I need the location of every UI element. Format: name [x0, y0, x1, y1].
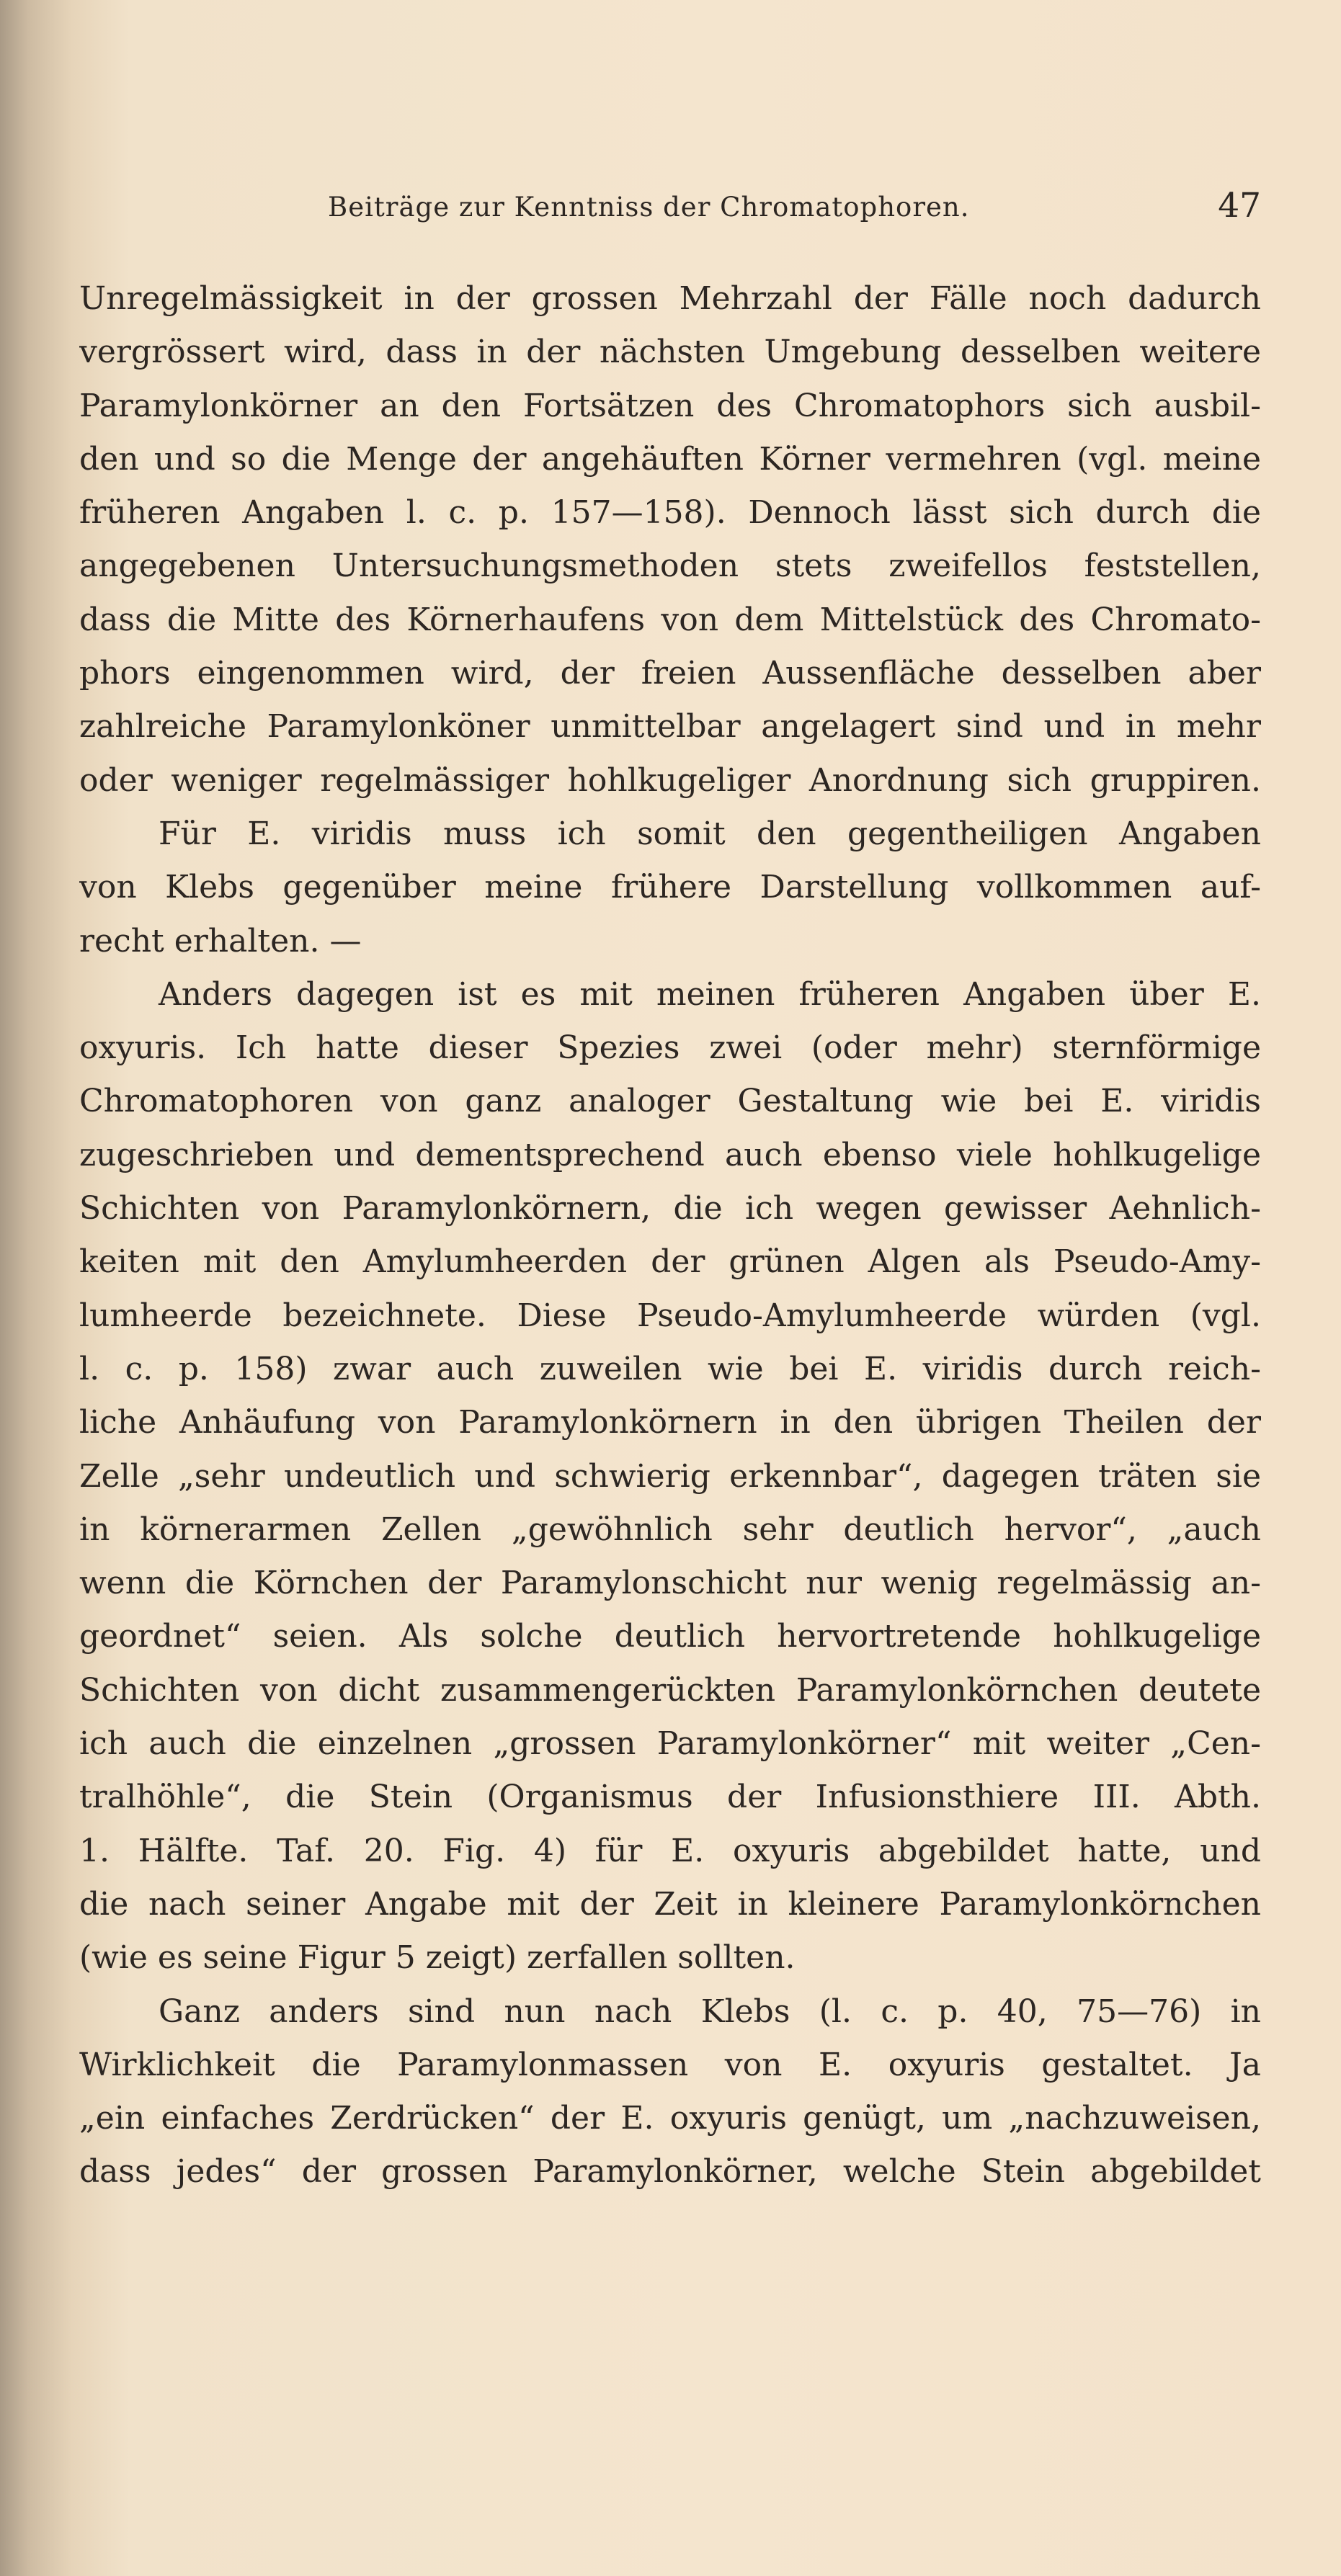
text-line: geordnet“ seien. Als solche deutlich hervortretende hohlkugelige — [79, 1618, 1261, 1655]
text-line: dass die Mitte des Körnerhaufens von dem Mittelstück des Chromato- — [79, 601, 1261, 638]
text-line: Chromatophoren von ganz analoger Gestaltung wie bei E. viridis — [79, 1083, 1261, 1120]
page-header — [79, 186, 1261, 229]
text-line: zugeschrieben und dementsprechend auch ebenso viele hohlkugelige — [79, 1136, 1261, 1173]
text-line: (wie es seine Figur 5 zeigt) zerfallen sollten. — [79, 1939, 796, 1977]
page-number: 47 — [1218, 186, 1261, 225]
text-line: phors eingenommen wird, der freien Aussenfläche desselben aber — [79, 655, 1261, 692]
text-line: in körnerarmen Zellen „gewöhnlich sehr deutlich hervor“, „auch — [79, 1511, 1261, 1548]
text-line: zahlreiche Paramylonköner unmittelbar angelagert sind und in mehr — [79, 708, 1261, 746]
text-line: 1. Hälfte. Taf. 20. Fig. 4) für E. oxyuris abgebildet hatte, und — [79, 1832, 1261, 1869]
text-line: angegebenen Untersuchungsmethoden stets zweifellos feststellen, — [79, 547, 1261, 585]
text-line: Unregelmässigkeit in der grossen Mehrzahl der Fälle noch dadurch — [79, 280, 1261, 317]
text-line: liche Anhäufung von Paramylonkörnern in den übrigen Theilen der — [79, 1404, 1261, 1441]
text-line: Paramylonkörner an den Fortsätzen des Chromatophors sich ausbil- — [79, 387, 1261, 424]
text-line: ich auch die einzelnen „grossen Paramylonkörner“ mit weiter „Cen- — [79, 1725, 1261, 1763]
text-line: lumheerde bezeichnete. Diese Pseudo-Amylumheerde würden (vgl. — [79, 1297, 1261, 1334]
text-line: vergrössert wird, dass in der nächsten Umgebung desselben weitere — [79, 334, 1261, 371]
text-line: von Klebs gegenüber meine frühere Darstellung vollkommen auf- — [79, 869, 1261, 906]
text-line: recht erhalten. — — [79, 922, 362, 960]
body-text — [79, 272, 1261, 2199]
text-line: die nach seiner Angabe mit der Zeit in kleinere Paramylonkörnchen — [79, 1885, 1261, 1923]
text-line: früheren Angaben l. c. p. 157—158). Dennoch lässt sich durch die — [79, 494, 1261, 532]
text-line: wenn die Körnchen der Paramylonschicht nur wenig regelmässig an- — [79, 1565, 1261, 1602]
text-line: dass jedes“ der grossen Paramylonkörner, welche Stein abgebildet — [79, 2153, 1261, 2191]
text-line: Anders dagegen ist es mit meinen früheren Angaben über E. — [159, 975, 1261, 1013]
running-title: Beiträge zur Kenntniss der Chromatophoren. — [328, 192, 970, 223]
text-line: Schichten von Paramylonkörnern, die ich wegen gewisser Aehnlich- — [79, 1190, 1261, 1227]
text-line: tralhöhle“, die Stein (Organismus der Infusionsthiere III. Abth. — [79, 1779, 1261, 1816]
text-line: Für E. viridis muss ich somit den gegentheiligen Angaben — [159, 815, 1261, 852]
text-line: „ein einfaches Zerdrücken“ der E. oxyuris genügt, um „nachzuweisen, — [79, 2100, 1261, 2137]
text-line: Wirklichkeit die Paramylonmassen von E. oxyuris gestaltet. Ja — [79, 2046, 1261, 2083]
text-line: l. c. p. 158) zwar auch zuweilen wie bei E. viridis durch reich- — [79, 1350, 1261, 1387]
text-line: oxyuris. Ich hatte dieser Spezies zwei (oder mehr) sternförmige — [79, 1029, 1261, 1067]
text-line: keiten mit den Amylumheerden der grünen Algen als Pseudo-Amy- — [79, 1243, 1261, 1281]
text-line: oder weniger regelmässiger hohlkugeliger Anordnung sich gruppiren. — [79, 761, 1261, 799]
text-line: Zelle „sehr undeutlich und schwierig erkennbar“, dagegen träten sie — [79, 1457, 1261, 1495]
text-line: Schichten von dicht zusammengerückten Paramylonkörnchen deutete — [79, 1671, 1261, 1709]
text-line: den und so die Menge der angehäuften Körner vermehren (vgl. meine — [79, 440, 1261, 478]
text-line: Ganz anders sind nun nach Klebs (l. c. p. 40, 75—76) in — [159, 1993, 1261, 2030]
